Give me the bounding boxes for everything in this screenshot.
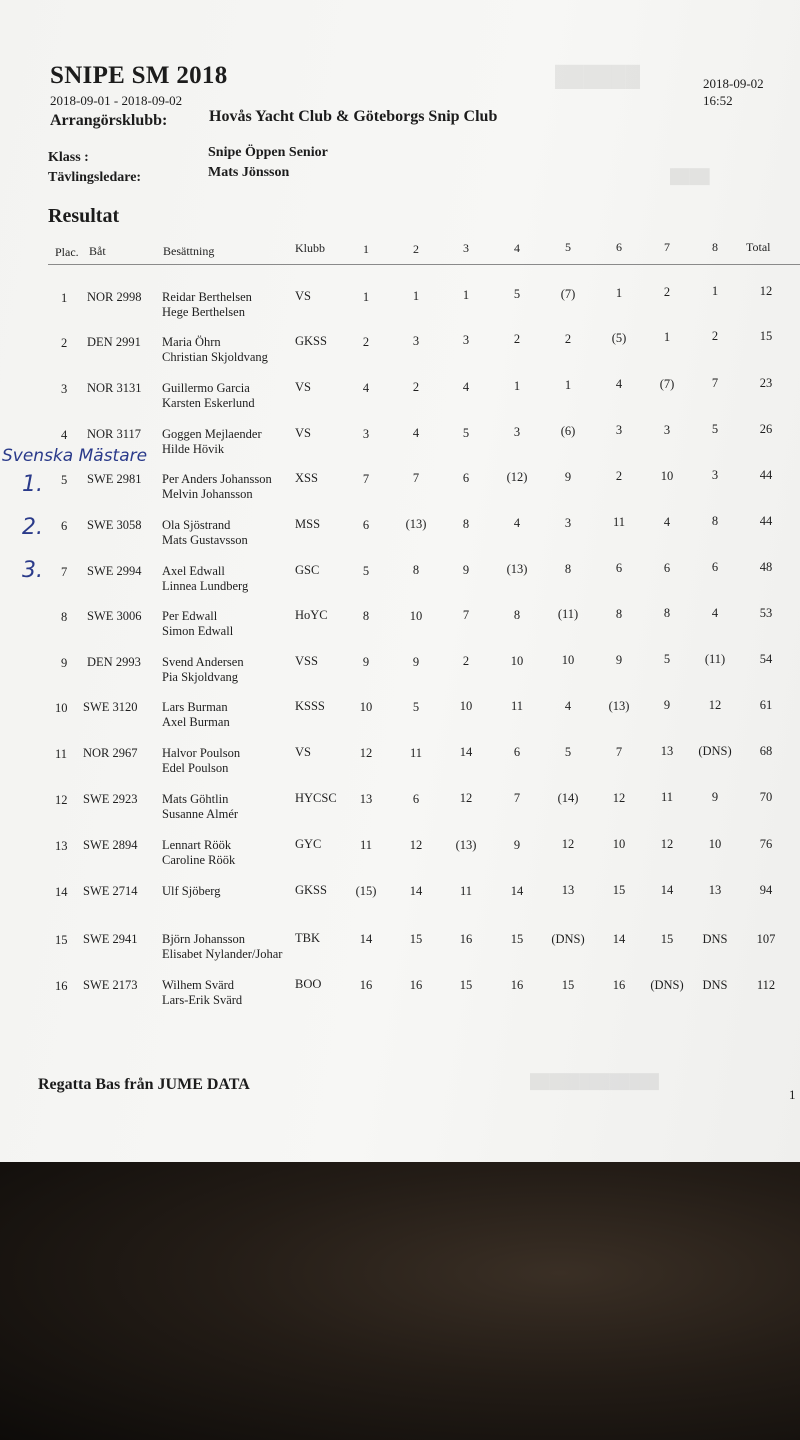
total-cell: 107 — [756, 932, 776, 946]
organizer-label: Arrangörsklubb: — [50, 112, 168, 129]
race-score-5: 9 — [564, 470, 572, 484]
handwritten-heading: Svenska Mästare — [2, 446, 148, 466]
race-score-4: 11 — [510, 699, 524, 713]
crew-member-2: Susanne Almér — [162, 807, 239, 821]
printed-date: 2018-09-02 — [703, 76, 764, 91]
race-score-4: (13) — [506, 562, 528, 576]
race-score-5: (7) — [560, 287, 576, 301]
race-score-1: 16 — [359, 978, 373, 992]
header-race-3: 3 — [463, 241, 469, 255]
race-score-2: 14 — [409, 884, 423, 898]
crew-member-1: Per Anders Johansson — [162, 472, 272, 486]
total-cell: 61 — [759, 698, 773, 712]
race-score-7: 15 — [660, 932, 674, 946]
crew-member-1: Axel Edwall — [162, 564, 225, 578]
place-cell: 2 — [61, 336, 68, 350]
race-score-6: 12 — [612, 791, 626, 805]
race-score-8: 9 — [711, 790, 719, 804]
race-score-4: 1 — [513, 379, 521, 393]
race-score-1: 1 — [362, 290, 370, 304]
race-score-3: 10 — [459, 699, 473, 713]
club-cell: BOO — [295, 977, 322, 991]
race-score-1: 4 — [362, 381, 370, 395]
boat-cell: SWE 2941 — [83, 932, 138, 946]
race-score-4: (12) — [506, 470, 528, 484]
race-score-4: 4 — [513, 516, 521, 530]
race-score-8: (DNS) — [698, 744, 732, 758]
race-score-8: 12 — [708, 698, 722, 712]
header-race-6: 6 — [616, 240, 622, 254]
race-score-1: 10 — [359, 700, 373, 714]
race-score-5: 1 — [564, 378, 572, 392]
race-score-1: 6 — [362, 518, 370, 532]
club-cell: GYC — [295, 837, 322, 851]
race-score-6: 1 — [615, 286, 623, 300]
race-score-3: 4 — [462, 380, 470, 394]
crew-member-1: Halvor Poulson — [162, 746, 241, 760]
race-score-5: 12 — [561, 837, 575, 851]
boat-cell: SWE 2894 — [83, 838, 138, 852]
boat-cell: DEN 2991 — [87, 335, 141, 349]
race-score-7: 9 — [663, 698, 671, 712]
race-score-5: (6) — [560, 424, 576, 438]
race-score-6: 2 — [615, 469, 623, 483]
crew-member-1: Lennart Röök — [162, 838, 232, 852]
race-score-2: 8 — [412, 563, 420, 577]
crew-member-1: Svend Andersen — [162, 655, 244, 669]
race-score-7: 5 — [663, 652, 671, 666]
total-cell: 44 — [759, 514, 773, 528]
race-score-7: 10 — [660, 469, 674, 483]
race-score-8: 6 — [711, 560, 719, 574]
club-cell: VS — [295, 289, 311, 303]
crew-member-2: Simon Edwall — [162, 624, 234, 638]
total-cell: 12 — [759, 284, 773, 298]
race-score-3: 2 — [462, 654, 470, 668]
club-cell: VSS — [295, 654, 318, 668]
race-score-7: 12 — [660, 837, 674, 851]
crew-member-2: Axel Burman — [162, 715, 230, 729]
race-score-2: 3 — [412, 334, 420, 348]
handwritten-first: 1. — [22, 472, 43, 497]
crew-member-1: Reidar Berthelsen — [162, 290, 252, 304]
race-score-6: 7 — [615, 745, 623, 759]
total-cell: 48 — [759, 560, 773, 574]
boat-cell: SWE 2714 — [83, 884, 138, 898]
race-score-4: 9 — [513, 838, 521, 852]
race-score-8: 1 — [711, 284, 719, 298]
class-label: Klass : — [48, 150, 89, 165]
race-score-4: 8 — [513, 608, 521, 622]
race-score-7: (7) — [659, 377, 675, 391]
race-score-6: 10 — [612, 837, 626, 851]
race-score-2: 11 — [409, 746, 423, 760]
race-score-6: 14 — [612, 932, 626, 946]
race-score-7: 11 — [660, 790, 674, 804]
crew-member-1: Guillermo Garcia — [162, 381, 250, 395]
race-score-1: 11 — [359, 838, 373, 852]
page-number: 1 — [789, 1087, 796, 1102]
race-score-8: DNS — [702, 978, 728, 992]
header-club: Klubb — [295, 241, 325, 255]
club-cell: VS — [295, 745, 311, 759]
race-score-8: 5 — [711, 422, 719, 436]
boat-cell: SWE 2994 — [87, 564, 142, 578]
club-cell: HYCSC — [295, 791, 337, 805]
club-cell: GSC — [295, 563, 320, 577]
boat-cell: SWE 2981 — [87, 472, 142, 486]
race-score-5: 4 — [564, 699, 572, 713]
class-value: Snipe Öppen Senior — [208, 145, 328, 160]
crew-member-1: Wilhem Svärd — [162, 978, 235, 992]
boat-cell: NOR 2998 — [87, 290, 142, 304]
club-cell: GKSS — [295, 334, 327, 348]
race-score-3: 11 — [459, 884, 473, 898]
club-cell: VS — [295, 380, 311, 394]
race-score-5: 3 — [564, 516, 572, 530]
race-score-8: DNS — [702, 932, 728, 946]
race-score-3: (13) — [455, 838, 477, 852]
race-score-3: 7 — [462, 608, 470, 622]
race-score-2: 9 — [412, 655, 420, 669]
race-score-4: 15 — [510, 932, 524, 946]
header-race-4: 4 — [514, 241, 520, 255]
race-score-5: (DNS) — [551, 932, 585, 946]
race-score-2: 12 — [409, 838, 423, 852]
race-score-7: 6 — [663, 561, 671, 575]
race-score-2: 1 — [412, 289, 420, 303]
race-score-3: 12 — [459, 791, 473, 805]
place-cell: 6 — [61, 519, 68, 533]
race-score-4: 7 — [513, 791, 521, 805]
race-score-5: (14) — [557, 791, 579, 805]
race-score-7: 2 — [663, 285, 671, 299]
total-cell: 44 — [759, 468, 773, 482]
organizer-value: Hovås Yacht Club & Göteborgs Snip Club — [209, 108, 498, 125]
total-cell: 23 — [759, 376, 773, 390]
club-cell: HoYC — [295, 608, 328, 622]
crew-member-1: Mats Göhtlin — [162, 792, 229, 806]
event-dates: 2018-09-01 - 2018-09-02 — [50, 93, 183, 108]
club-cell: KSSS — [295, 699, 325, 713]
race-score-2: 7 — [412, 471, 420, 485]
crew-member-2: Hege Berthelsen — [162, 305, 245, 319]
header-race-7: 7 — [664, 240, 670, 254]
total-cell: 15 — [759, 329, 773, 343]
place-cell: 9 — [61, 656, 68, 670]
club-cell: VS — [295, 426, 311, 440]
crew-member-2: Melvin Johansson — [162, 487, 253, 501]
printed-time: 16:52 — [703, 93, 733, 108]
total-cell: 112 — [756, 978, 776, 992]
race-score-8: (11) — [704, 652, 726, 666]
place-cell: 8 — [61, 610, 68, 624]
race-score-1: 8 — [362, 609, 370, 623]
place-cell: 13 — [55, 839, 68, 853]
boat-cell: NOR 2967 — [83, 746, 138, 760]
boat-cell: NOR 3117 — [87, 427, 142, 441]
boat-cell: SWE 2923 — [83, 792, 138, 806]
boat-cell: SWE 3120 — [83, 700, 138, 714]
crew-member-1: Per Edwall — [162, 609, 218, 623]
results-sheet: ██████ ████ █████████████ SNIPE SM 2018 2018-09-01 - 2018-09-02 2018-09-02 16:52 Arrangörsklubb: Hovås Yacht Club & Göteborgs Snip Club Klass : Snipe Öppen Senior Tävlingsledare: Mats Jönsson Resultat Plac. Båt Besättning Klubb Total 1 2 3 4 5 6 7 8 1 NOR 2998 Reidar Berthelsen Hege Berthelsen VS 1 1 1 5 (7) 1 2 1 12 2 DEN 2991 Maria Öhrn Christian Skjoldvang GKSS 2 3 3 2 2 (5) 1 2 15 3 NOR 3131 Guillermo Garcia Karsten Eskerlund VS 4 2 4 1 1 4 (7) 7 23 4 NOR 3117 Goggen Mejlaender Hilde Hövik VS 3 4 5 3 (6) 3 3 5 26 5 SWE 2981 Per Anders Johansson Melvin Johansson XSS 7 7 6 (12) 9 2 10 3 44 6 SWE 3058 Ola Sjöstrand Mats Gustavsson MSS 6 (13) 8 4 3 11 4 8 44 7 SWE 2994 Axel Edwall Linnea Lundberg GSC 5 8 9 (13) 8 6 6 6 48 8 SWE 3006 Per Edwall Simon Edwall HoYC 8 10 7 8 (11) 8 8 4 53 9 DEN 2993 Svend Andersen Pia Skjoldvang VSS 9 9 2 10 10 9 5 (11) 54 10 SWE 3120 Lars Burman Axel Burman KSSS 10 5 10 11 4 (13) 9 12 61 11 NOR 2967 Halvor Poulson Edel Poulson VS 12 11 14 6 5 7 13 (DNS) 68 12 SWE 2923 Mats Göhtlin Susanne Almér HYCSC 13 6 12 7 (14) 12 11 9 70 13 SWE 2894 Lennart Röök Caroline Röök GYC 11 12 (13) 9 12 10 12 10 76 14 SWE 2714 Ulf Sjöberg GKSS (15) 14 11 14 13 15 14 13 94 15 SWE 2941 Björn Johansson Elisabet Nylander/Johar TBK 14 15 16 15 (DNS) 14 15 DNS 107 16 SWE 2173 Wilhem Svärd Lars-Erik Svärd BOO 16 16 15 16 15 16 (DNS) DNS 112 Svenska Mästare 1. 2. 3. Regatta Bas från JUME DATA 1 — [0, 0, 800, 1162]
race-score-6: 4 — [615, 377, 623, 391]
race-score-6: 6 — [615, 561, 623, 575]
place-cell: 11 — [55, 747, 68, 761]
race-score-8: 4 — [711, 606, 719, 620]
director-label: Tävlingsledare: — [48, 170, 142, 185]
race-score-6: 8 — [615, 607, 623, 621]
race-score-6: 3 — [615, 423, 623, 437]
race-score-5: 8 — [564, 562, 572, 576]
race-score-3: 1 — [462, 288, 470, 302]
header-race-5: 5 — [565, 240, 571, 254]
crew-member-2: Mats Gustavsson — [162, 533, 248, 547]
race-score-1: 13 — [359, 792, 373, 806]
race-score-3: 14 — [459, 745, 473, 759]
crew-member-2: Edel Poulson — [162, 761, 229, 775]
race-score-3: 15 — [459, 978, 473, 992]
race-score-1: 5 — [362, 564, 370, 578]
crew-member-2: Hilde Hövik — [162, 442, 225, 456]
race-score-2: 4 — [412, 426, 420, 440]
place-cell: 12 — [55, 793, 68, 807]
header-boat: Båt — [89, 244, 106, 258]
place-cell: 15 — [55, 933, 68, 947]
race-score-8: 3 — [711, 468, 719, 482]
race-score-4: 14 — [510, 884, 524, 898]
race-score-2: 5 — [412, 700, 420, 714]
race-score-3: 3 — [462, 333, 470, 347]
race-score-6: (13) — [608, 699, 630, 713]
crew-member-1: Ulf Sjöberg — [162, 884, 221, 898]
race-score-6: 16 — [612, 978, 626, 992]
total-cell: 70 — [759, 790, 773, 804]
race-score-4: 2 — [513, 332, 521, 346]
total-cell: 26 — [759, 422, 773, 436]
crew-member-1: Maria Öhrn — [162, 335, 221, 349]
place-cell: 14 — [55, 885, 68, 899]
crew-member-2: Lars-Erik Svärd — [162, 993, 243, 1007]
crew-member-1: Goggen Mejlaender — [162, 427, 262, 441]
boat-cell: SWE 2173 — [83, 978, 138, 992]
race-score-1: 2 — [362, 335, 370, 349]
race-score-8: 2 — [711, 329, 719, 343]
race-score-1: 12 — [359, 746, 373, 760]
race-score-4: 5 — [513, 287, 521, 301]
race-score-7: 4 — [663, 515, 671, 529]
boat-cell: DEN 2993 — [87, 655, 141, 669]
race-score-3: 5 — [462, 426, 470, 440]
place-cell: 5 — [61, 473, 68, 487]
place-cell: 3 — [61, 382, 68, 396]
place-cell: 16 — [55, 979, 68, 993]
race-score-4: 3 — [513, 425, 521, 439]
race-score-7: 13 — [660, 744, 674, 758]
race-score-4: 6 — [513, 745, 521, 759]
place-cell: 10 — [55, 701, 68, 715]
race-score-1: 7 — [362, 472, 370, 486]
race-score-6: (5) — [611, 331, 627, 345]
race-score-1: 9 — [362, 655, 370, 669]
race-score-7: 8 — [663, 606, 671, 620]
director-value: Mats Jönsson — [208, 165, 290, 180]
crew-member-1: Ola Sjöstrand — [162, 518, 231, 532]
boat-cell: SWE 3058 — [87, 518, 142, 532]
race-score-2: 6 — [412, 792, 420, 806]
race-score-7: 14 — [660, 883, 674, 897]
club-cell: TBK — [295, 931, 320, 945]
race-score-1: 3 — [362, 427, 370, 441]
place-cell: 4 — [61, 428, 68, 442]
total-cell: 54 — [759, 652, 773, 666]
header-crew: Besättning — [163, 244, 215, 258]
club-cell: MSS — [295, 517, 321, 531]
race-score-3: 16 — [459, 932, 473, 946]
results-heading: Resultat — [48, 205, 120, 227]
crew-member-2: Pia Skjoldvang — [162, 670, 239, 684]
race-score-8: 10 — [708, 837, 722, 851]
document-title: SNIPE SM 2018 — [50, 62, 228, 89]
race-score-2: (13) — [405, 517, 427, 531]
crew-member-2: Linnea Lundberg — [162, 579, 249, 593]
race-score-8: 7 — [711, 376, 719, 390]
race-score-7: 3 — [663, 423, 671, 437]
footer-software: Regatta Bas från JUME DATA — [38, 1076, 250, 1093]
race-score-5: 15 — [561, 978, 575, 992]
club-cell: GKSS — [295, 883, 327, 897]
race-score-4: 16 — [510, 978, 524, 992]
crew-member-2: Karsten Eskerlund — [162, 396, 255, 410]
race-score-4: 10 — [510, 654, 524, 668]
place-cell: 1 — [61, 291, 68, 305]
race-score-5: 13 — [561, 883, 575, 897]
race-score-2: 15 — [409, 932, 423, 946]
crew-member-1: Lars Burman — [162, 700, 228, 714]
race-score-1: 14 — [359, 932, 373, 946]
race-score-3: 8 — [462, 517, 470, 531]
race-score-5: 2 — [564, 332, 572, 346]
club-cell: XSS — [295, 471, 318, 485]
handwritten-third: 3. — [22, 558, 43, 583]
header-place: Plac. — [55, 245, 79, 259]
header-race-1: 1 — [363, 242, 369, 256]
race-score-3: 9 — [462, 563, 470, 577]
race-score-6: 9 — [615, 653, 623, 667]
background-surface — [0, 1162, 800, 1440]
race-score-2: 10 — [409, 609, 423, 623]
race-score-6: 15 — [612, 883, 626, 897]
race-score-1: (15) — [355, 884, 377, 898]
race-score-2: 2 — [412, 380, 420, 394]
total-cell: 53 — [759, 606, 773, 620]
race-score-3: 6 — [462, 471, 470, 485]
race-score-2: 16 — [409, 978, 423, 992]
crew-member-1: Björn Johansson — [162, 932, 245, 946]
header-race-8: 8 — [712, 240, 718, 254]
race-score-8: 8 — [711, 514, 719, 528]
total-cell: 94 — [759, 883, 773, 897]
header-divider — [48, 264, 800, 265]
handwritten-second: 2. — [22, 515, 43, 540]
race-score-5: (11) — [557, 607, 579, 621]
race-score-7: 1 — [663, 330, 671, 344]
race-score-5: 10 — [561, 653, 575, 667]
race-score-7: (DNS) — [650, 978, 684, 992]
crew-member-2: Caroline Röök — [162, 853, 236, 867]
crew-member-2: Elisabet Nylander/Johar — [162, 947, 283, 961]
race-score-5: 5 — [564, 745, 572, 759]
boat-cell: NOR 3131 — [87, 381, 142, 395]
total-cell: 76 — [759, 837, 773, 851]
race-score-6: 11 — [612, 515, 626, 529]
crew-member-2: Christian Skjoldvang — [162, 350, 268, 364]
place-cell: 7 — [61, 565, 68, 579]
race-score-8: 13 — [708, 883, 722, 897]
boat-cell: SWE 3006 — [87, 609, 142, 623]
header-race-2: 2 — [413, 242, 419, 256]
header-total: Total — [746, 240, 771, 254]
total-cell: 68 — [759, 744, 773, 758]
